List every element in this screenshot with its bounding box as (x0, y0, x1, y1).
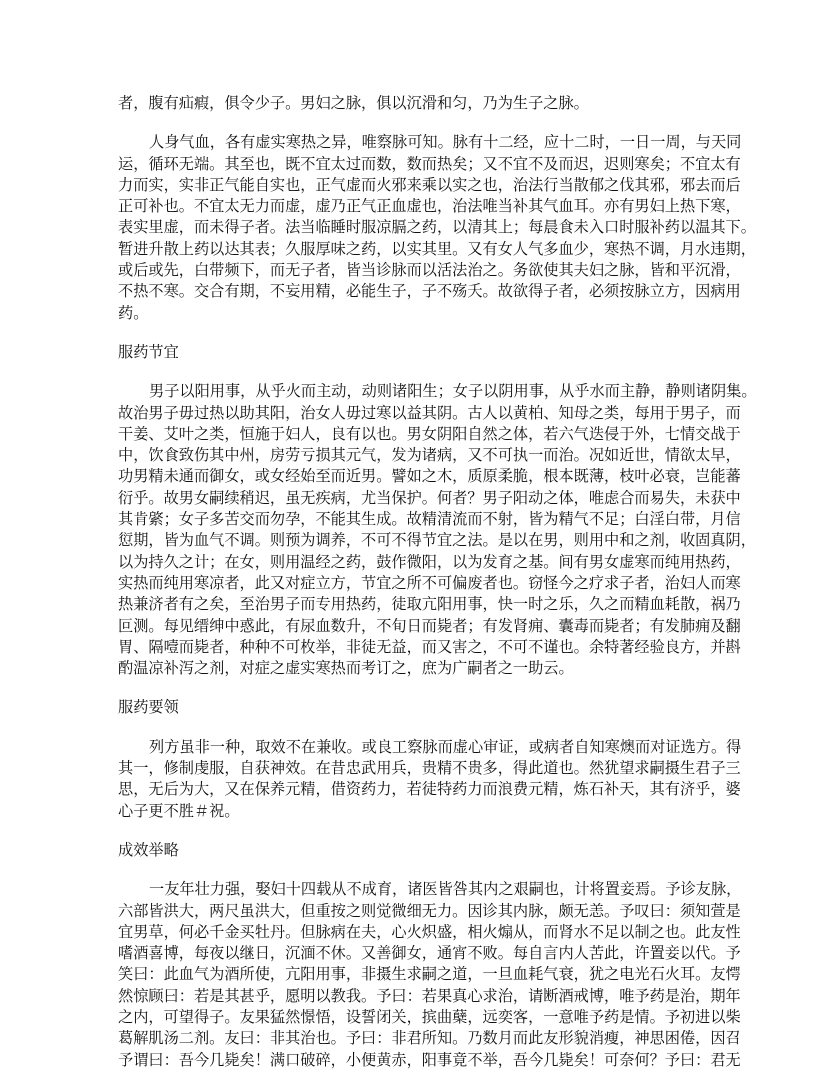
section-heading: 成效举略 (118, 840, 179, 859)
text-line: 心子更不胜＃祝。 (118, 801, 240, 820)
text-line: 六部皆洪大，两尺虽洪大，但重按之则觉微细无力。因诊其内脉，颇无恙。予叹曰：须知萱是 (118, 901, 741, 920)
text-line: 笑曰：此血气为酒所使，亢阳用事，非摄生求嗣之道，一旦血耗气衰，犹之电光石火耳。友愕 (118, 965, 741, 984)
text-line: 实热而纯用寒凉者，此又对症立方，节宜之所不可偏废者也。窃怪今之疗求子者，治妇人而寒 (118, 573, 741, 592)
text-line: 力而实，实非正气能自实也，正气虚而火邪来乘以实之也，治法行当散郁之伐其邪，邪去而后 (118, 175, 741, 194)
text-line: 胃、隔噎而毙者，种种不可枚举，非徒无益，而又害之，不可不谨也。余特著经验良方，并斟 (118, 637, 741, 656)
text-line: 嗜酒喜博，每夜以继日，沉湎不休。又善御女，通宵不败。每自言内人苦此，许置妾以代。予 (118, 944, 741, 963)
text-line: 不热不寒。交合有期，不妄用精，必能生子，子不殇夭。故欲得子者，必须按脉立方，因病用 (118, 282, 741, 301)
paragraph (118, 879, 742, 1071)
text-line: 运，循环无端。其至也，既不宜太过而数，数而热矣；又不宜不及而迟，迟则寒矣；不宜太有 (118, 154, 741, 173)
text-line: 中，饮食致伤其中州，房劳亏损其元气，发为诸病，又不可执一而治。况如近世，情欲太早， (118, 446, 741, 465)
text-line: 宜男草，何必千金买牡丹。但脉病在夫，心火炽盛，相火煽从，而肾水不足以制之也。此友性 (118, 922, 741, 941)
text-line: 愆期，皆为血气不调。则预为调养，不可不得节宜之法。是以在男，则用中和之剂，收固真阴， (118, 531, 756, 550)
text-line: 衍乎。故男女嗣续稍迟，虽无疾病，尤当保护。何者？男子阳动之体，唯虑合而易失，未获中 (118, 488, 741, 507)
text-line: 正可补也。不宜太无力而虚，虚乃正气正血虚也，治法唯当补其气血耳。亦有男妇上热下寒， (118, 197, 741, 216)
text-line: 一友年壮力强，娶妇十四载从不成育，诸医皆咎其内之艰嗣也，计将置妾焉。予诊友脉， (149, 880, 742, 899)
paragraph (118, 93, 708, 114)
text-line: 药。 (118, 303, 149, 322)
text-line: 之内，可望得子。友果猛然憬悟，设誓闭关，摈曲蘖，远奕客，一意唯予药是情。予初进以柴 (118, 1007, 741, 1026)
paragraph (118, 381, 757, 679)
text-line: 其肯綮；女子多苦交而勿孕，不能其生成。故精清流而不射，皆为精气不足；白淫白带，月信 (118, 510, 741, 529)
text-line: 男子以阳用事，从乎火而主动，动则诸阳生；女子以阴用事，从乎水而主静，静则诸阴集。 (149, 382, 757, 401)
text-line: 叵测。每见缙绅中惑此，有尿血数升，不旬日而毙者；有发肾痈、囊毒而毙者；有发肺痈及翻 (118, 616, 741, 635)
paragraph (118, 132, 756, 324)
text-line: 或后或先，白带频下，而无子者，皆当诊脉而以活法治之。务欲使其夫妇之脉，皆和平沉滑， (118, 261, 741, 280)
text-line: 热兼济者有之矣，至治男子而专用热药，徒取亢阳用事，快一时之乐，久之而精血耗散，祸乃 (118, 595, 741, 614)
document-page (118, 93, 757, 1089)
text-line: 予谓曰：吾今几毙矣！满口破碎，小便黄赤，阳事竟不举，吾今几毙矣！可奈何？予曰：君无 (118, 1050, 741, 1069)
text-line: 然惊顾曰：若是其甚乎，愿明以教我。予曰：若果真心求治，请断酒戒博，唯予药是治，期年 (118, 986, 741, 1005)
text-line: 暂进升散上药以达其表；久服厚味之药，以实其里。又有女人气多血少，寒热不调，月水违期， (118, 239, 756, 258)
text-line: 酌温凉补泻之剂，对症之虚实寒热而考订之，庶为广嗣者之一助云。 (118, 659, 574, 678)
text-line: 葛解肌汤二剂。友曰：非其治也。予曰：非君所知。乃数月而此友形貌消瘦，神思困倦，因召 (118, 1029, 741, 1048)
text-line: 功男精未通而御女，或女经始至而近男。譬如之木，质原柔脆，根本既薄，枝叶必衰，岂能蕃 (118, 467, 741, 486)
text-line: 人身气血，各有虚实寒热之异，唯察脉可知。脉有十二经，应十二时，一日一周，与天同 (149, 133, 742, 152)
text-line: 以为持久之计；在女，则用温经之药，鼓作微阳，以为发育之基。间有男女虚寒而纯用热药， (118, 552, 741, 571)
section-heading: 服药节宜 (118, 342, 179, 361)
text-line: 列方虽非一种，取效不在兼收。或良工察脉而虚心审证，或病者自知寒燠而对证选方。得 (149, 737, 742, 756)
paragraph (118, 737, 742, 822)
text-line: 者，腹有疝瘕，俱令少子。男妇之脉，俱以沉滑和匀，乃为生子之脉。 (118, 94, 589, 112)
text-line: 其一，修制虔服，自获神效。在昔忠武用兵，贵精不贵多，得此道也。然犹望求嗣摄生君子三 (118, 759, 741, 778)
text-line: 表实里虚，而未得子者。法当临睡时服凉膈之药，以清其上；每晨食未入口时服补药以温其下。 (118, 218, 756, 237)
text-line: 思，无后为大，又在保养元精，借资药力，若徒特药力而浪费元精，炼石补天，其有济乎，婆 (118, 780, 741, 799)
text-line: 干姜、艾叶之类，恒施于妇人，良有以也。男女阴阳自然之体，若六气迭侵于外，七情交战于 (118, 424, 741, 443)
text-line: 故治男子毋过热以助其阳，治女人毋过寒以益其阴。古人以黄柏、知母之类，每用于男子，而 (118, 403, 741, 422)
section-heading: 服药要领 (118, 698, 179, 717)
